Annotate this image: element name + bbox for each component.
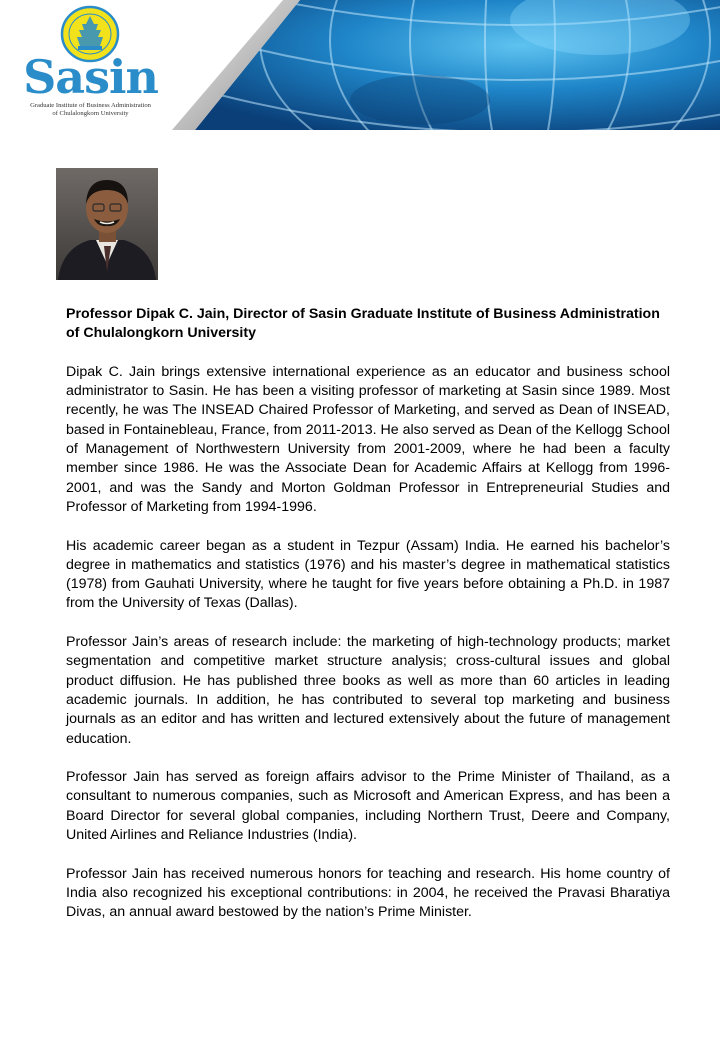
logo-wordmark: Sasin [23, 50, 158, 104]
logo-subtitle-line2: of Chulalongkorn University [52, 110, 129, 117]
paragraph-advisory: Professor Jain has served as foreign affairs advisor to the Prime Minister of Thailand, as a consultant to numerous companies, such as Microsoft and American Express, and has been a Board Director for several global companies, including Northern Trust, Deere and Company, United Airlines and Reliance Industries (India). [66, 769, 670, 844]
article-title: Professor Dipak C. Jain, Director of Sasin Graduate Institute of Business Administration of Chulalongkorn University [66, 306, 660, 342]
sasin-logo [18, 4, 163, 124]
logo-subtitle [18, 102, 163, 118]
portrait-photo [56, 168, 158, 280]
article-body [66, 305, 670, 942]
paragraph-honors: Professor Jain has received numerous honors for teaching and research. His home country of India also recognized his exceptional contributions: in 2004, he received the Pravasi Bharatiya Divas, an annual award bestowed by the nation’s Prime Minister. [66, 865, 670, 921]
paragraph-education: His academic career began as a student in Tezpur (Assam) India. He earned his bachelor’s degree in mathematics and statistics (1976) and his master’s degree in mathematical statistics (1978) from Gauhati University, where he taught for five years before obtaining a Ph.D. in 1987 from the University of Texas (Dallas). [66, 537, 670, 612]
paragraph-career: Dipak C. Jain brings extensive international experience as an educator and business school administrator to Sasin. He has been a visiting professor of marketing at Sasin since 1989. Most recently, he was The INSEAD Chaired Professor of Marketing, and served as Dean of INSEAD, based in Fontainebleau, France, from 2011-2013. He also served as Dean of the Kellogg School of Management of Northwestern University from 2001-2009, where he had been a faculty member since 1986. He was the Associate Dean for Academic Affairs at Kellogg from 1996-2001, and was the Sandy and Morton Goldman Professor in Entrepreneurial Studies and Professor of Marketing from 1994-1996. [66, 363, 670, 515]
paragraph-research: Professor Jain’s areas of research include: the marketing of high-technology products; market segmentation and competitive market structure analysis; cross-cultural issues and global product diffusion. He has published three books as well as more than 60 articles in leading academic journals. In addition, he has contributed to several top marketing and business journals as an editor and has written and lectured extensively about the future of management education. [66, 634, 670, 747]
logo-subtitle-line1: Graduate Institute of Business Administration [30, 102, 151, 109]
